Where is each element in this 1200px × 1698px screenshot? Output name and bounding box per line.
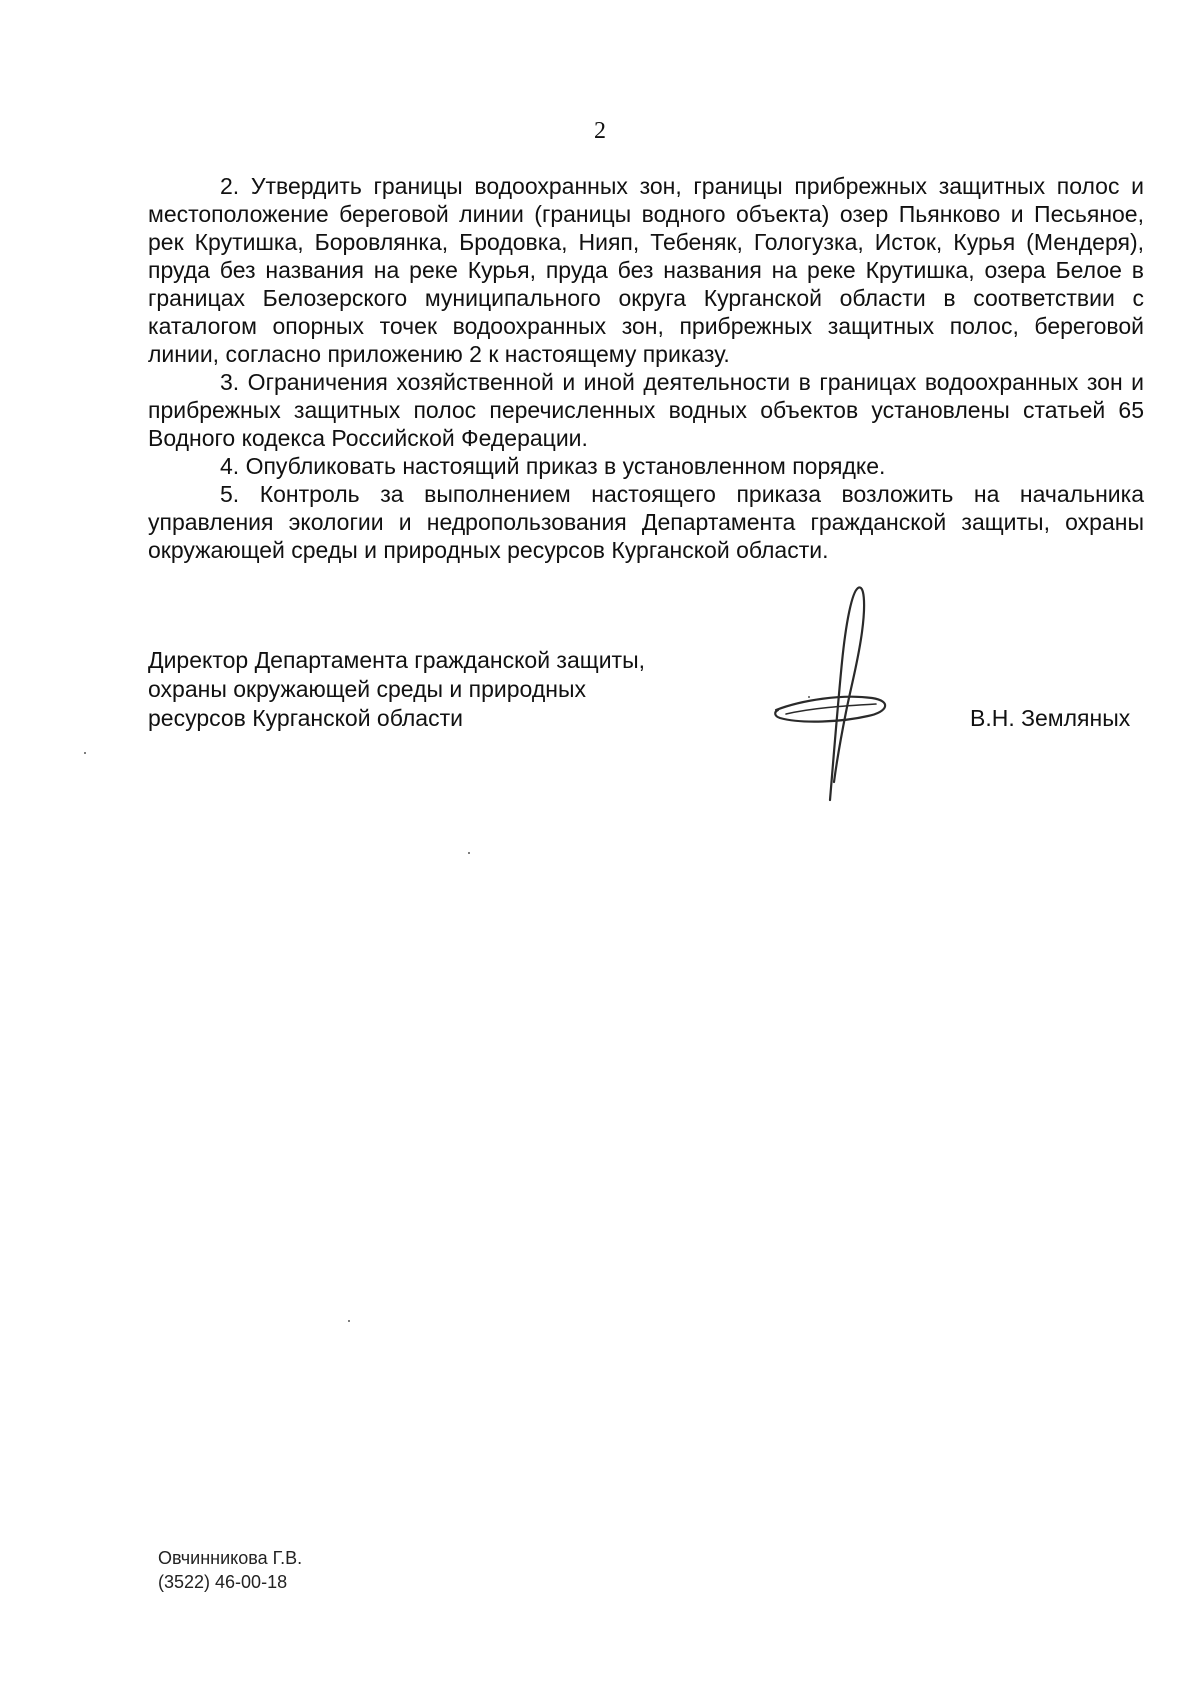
signatory-title-line: охраны окружающей среды и природных [148, 676, 586, 702]
signatory-title [148, 646, 708, 733]
paragraph-item-3: 3. Ограничения хозяйственной и иной деятельности в границах водоохранных зон и прибрежных защитных полос перечисленных водных объектов установлены статьей 65 Водного кодекса Российской Федерации. [148, 369, 1144, 451]
scan-speck [808, 696, 810, 698]
paragraph-item-4: 4. Опубликовать настоящий приказ в установленном порядке. [220, 453, 886, 479]
signatory-title-line: Директор Департамента гражданской защиты, [148, 647, 645, 673]
signatory-title-line: ресурсов Курганской области [148, 705, 463, 731]
signer-name: В.Н. Земляных [970, 705, 1131, 731]
executor-name: Овчинникова Г.В. [158, 1548, 303, 1568]
paragraph-item-5: 5. Контроль за выполнением настоящего приказа возложить на начальника управления экологии и недропользования Департамента гражданской защиты, охраны окружающей среды и природных ресурсов Курганской области. [148, 481, 1144, 563]
document-body [148, 172, 1144, 564]
scan-speck [348, 1320, 350, 1322]
executor-phone: (3522) 46-00-18 [158, 1572, 288, 1592]
scan-speck [84, 752, 86, 754]
handwritten-signature [772, 582, 932, 808]
executor-info [158, 1546, 302, 1594]
paragraph-item-2: 2. Утвердить границы водоохранных зон, границы прибрежных защитных полос и местоположение береговой линии (границы водного объекта) озер Пьянково и Песьяное, рек Крутишка, Боровлянка, Бродовка, Нияп, Тебеняк, Гологузка, Исток, Курья (Мендеря), пруда без названия на реке Курья, пруда без названия на реке Крутишка, озера Белое в границах Белозерского муниципального округа Курганской области в соответствии с каталогом опорных точек водоохранных зон, прибрежных защитных полос, береговой линии, согласно приложению 2 к настоящему приказу. [148, 173, 1144, 367]
page-number: 2 [594, 118, 606, 144]
scan-speck [468, 852, 470, 854]
